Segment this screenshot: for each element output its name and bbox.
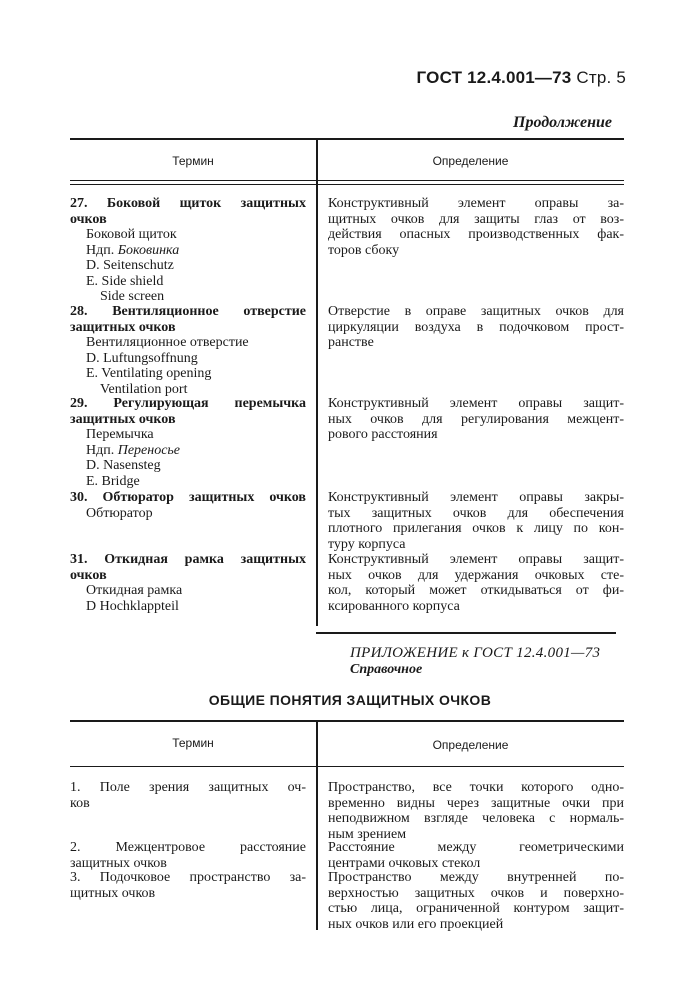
definition-line: Отверстие в оправе защитных очков для bbox=[328, 304, 624, 319]
appendix-title: ПРИЛОЖЕНИЕ к ГОСТ 12.4.001—73 bbox=[350, 645, 601, 661]
definition-line: Пространство, все точки которого одно- bbox=[328, 780, 624, 795]
definition-line: плотного прилегания очков к лицу по кон- bbox=[328, 521, 624, 536]
term-line: D. Luftungsoffnung bbox=[86, 350, 198, 366]
term-title: 28. Вентиляционное отверстие bbox=[70, 304, 306, 319]
term-line: Перемычка bbox=[86, 427, 154, 442]
term-line: Боковой щиток bbox=[86, 227, 177, 242]
appendix-rule bbox=[316, 632, 616, 634]
term-entry-27 bbox=[70, 196, 306, 305]
table1-header-rule-2 bbox=[70, 184, 624, 185]
definition-line: ных очков для регулирования межцент- bbox=[328, 411, 624, 427]
definition-28 bbox=[328, 304, 624, 351]
definition-line: стью лица, ограниченной контуром защит- bbox=[328, 901, 624, 916]
term-line: ков bbox=[70, 795, 90, 811]
page-number: Стр. 5 bbox=[576, 68, 626, 87]
definition-2-1 bbox=[328, 780, 624, 842]
term-title-cont: очков bbox=[70, 211, 107, 227]
page-header bbox=[417, 68, 626, 88]
definition-line: ных очков для удержания очковых сте- bbox=[328, 567, 624, 583]
term-line: E. Bridge bbox=[86, 473, 140, 489]
definition-line: Расстояние между геометрическими bbox=[328, 840, 624, 855]
term-line: Side screen bbox=[100, 289, 165, 304]
term-line: Откидная рамка bbox=[86, 583, 183, 598]
definition-30 bbox=[328, 490, 624, 552]
term-title: 31. Откидная рамка защитных bbox=[70, 552, 306, 567]
definition-line: ных очков или его проекцией bbox=[328, 916, 504, 932]
definition-line: Конструктивный элемент оправы защит- bbox=[328, 396, 624, 411]
term-line: 2. Межцентровое расстояние bbox=[70, 840, 306, 855]
term-entry-2-2 bbox=[70, 840, 306, 871]
standard-code: ГОСТ 12.4.001—73 bbox=[416, 68, 572, 87]
definition-line: тых защитных очков для обеспечения bbox=[328, 505, 624, 521]
definition-line: Конструктивный элемент оправы закры- bbox=[328, 490, 624, 505]
term-line: 3. Подочковое пространство за- bbox=[70, 870, 306, 885]
term-entry-29 bbox=[70, 396, 306, 489]
table1-header-rule bbox=[70, 180, 624, 181]
term-title: 27. Боковой щиток защитных bbox=[70, 196, 306, 211]
definition-line: туру корпуса bbox=[328, 536, 406, 552]
definition-line: кол, который может откидываться от фи- bbox=[328, 583, 624, 598]
definition-line: Пространство между внутренней по- bbox=[328, 870, 624, 885]
appendix-subtitle: Справочное bbox=[350, 662, 423, 677]
term-line: E. Ventilating opening bbox=[86, 366, 212, 381]
term-title-cont: защитных очков bbox=[70, 411, 176, 427]
term-entry-2-1 bbox=[70, 780, 306, 811]
definition-31 bbox=[328, 552, 624, 614]
term-line: Ндп. Переносье bbox=[86, 442, 181, 458]
term-line: E. Side shield bbox=[86, 273, 164, 289]
term-entry-31 bbox=[70, 552, 306, 614]
definition-line: торов сбоку bbox=[328, 242, 400, 258]
table1-top-rule bbox=[70, 138, 624, 140]
term-line: D Hochklappteil bbox=[86, 598, 179, 614]
definition-line: неподвижном взгляде человека с нормаль- bbox=[328, 811, 624, 826]
table1-column-divider bbox=[316, 138, 318, 626]
term-entry-2-3 bbox=[70, 870, 306, 901]
continuation-label: Продолжение bbox=[513, 114, 612, 131]
term-line: Ventilation port bbox=[100, 381, 188, 397]
table1-header-term: Термин bbox=[172, 154, 214, 168]
definition-27 bbox=[328, 196, 624, 258]
definition-line: Конструктивный элемент оправы защит- bbox=[328, 552, 624, 567]
definition-line: ным зрением bbox=[328, 826, 407, 842]
term-title: 30. Обтюратор защитных очков bbox=[70, 490, 306, 505]
term-line-italic: Переносье bbox=[117, 442, 181, 458]
table2-header-rule bbox=[70, 766, 624, 767]
table2-top-rule bbox=[70, 720, 624, 722]
term-line: D. Seitenschutz bbox=[86, 258, 174, 273]
definition-line: ранстве bbox=[328, 335, 374, 350]
table2-header-term: Термин bbox=[172, 736, 214, 750]
term-line: D. Nasensteg bbox=[86, 458, 161, 473]
definition-line: ксированного корпуса bbox=[328, 598, 460, 614]
term-entry-28 bbox=[70, 304, 306, 397]
term-entry-30 bbox=[70, 490, 306, 521]
term-title-cont: очков bbox=[70, 567, 107, 583]
term-title: 29. Регулирующая перемычка bbox=[70, 396, 306, 411]
term-line: Вентиляционное отверстие bbox=[86, 335, 249, 350]
term-line: щитных очков bbox=[70, 885, 156, 901]
term-line: защитных очков bbox=[70, 855, 167, 871]
term-line: 1. Поле зрения защитных оч- bbox=[70, 780, 306, 795]
definition-line: Конструктивный элемент оправы за- bbox=[328, 196, 624, 211]
term-line: Обтюратор bbox=[86, 505, 153, 521]
definition-2-2 bbox=[328, 840, 624, 871]
definition-line: временно видны через защитные очки при bbox=[328, 795, 624, 811]
definition-2-3 bbox=[328, 870, 624, 932]
definition-line: щитных очков для защиты глаз от воз- bbox=[328, 211, 624, 227]
definition-line: действия опасных производственных фак- bbox=[328, 227, 624, 242]
definition-29 bbox=[328, 396, 624, 443]
term-line-italic: Боковинка bbox=[117, 242, 180, 258]
definition-line: рового расстояния bbox=[328, 427, 438, 442]
definition-line: циркуляции воздуха в подочковом прост- bbox=[328, 319, 624, 335]
term-line: Ндп. Боковинка bbox=[86, 242, 180, 258]
definition-line: центрами очковых стекол bbox=[328, 855, 481, 871]
table1-header-definition: Определение bbox=[432, 154, 509, 168]
definition-line: верхностью защитных очков и поверхно- bbox=[328, 885, 624, 901]
term-title-cont: защитных очков bbox=[70, 319, 176, 335]
section-title: ОБЩИЕ ПОНЯТИЯ ЗАЩИТНЫХ ОЧКОВ bbox=[208, 692, 492, 708]
table2-header-definition: Определение bbox=[432, 738, 509, 752]
